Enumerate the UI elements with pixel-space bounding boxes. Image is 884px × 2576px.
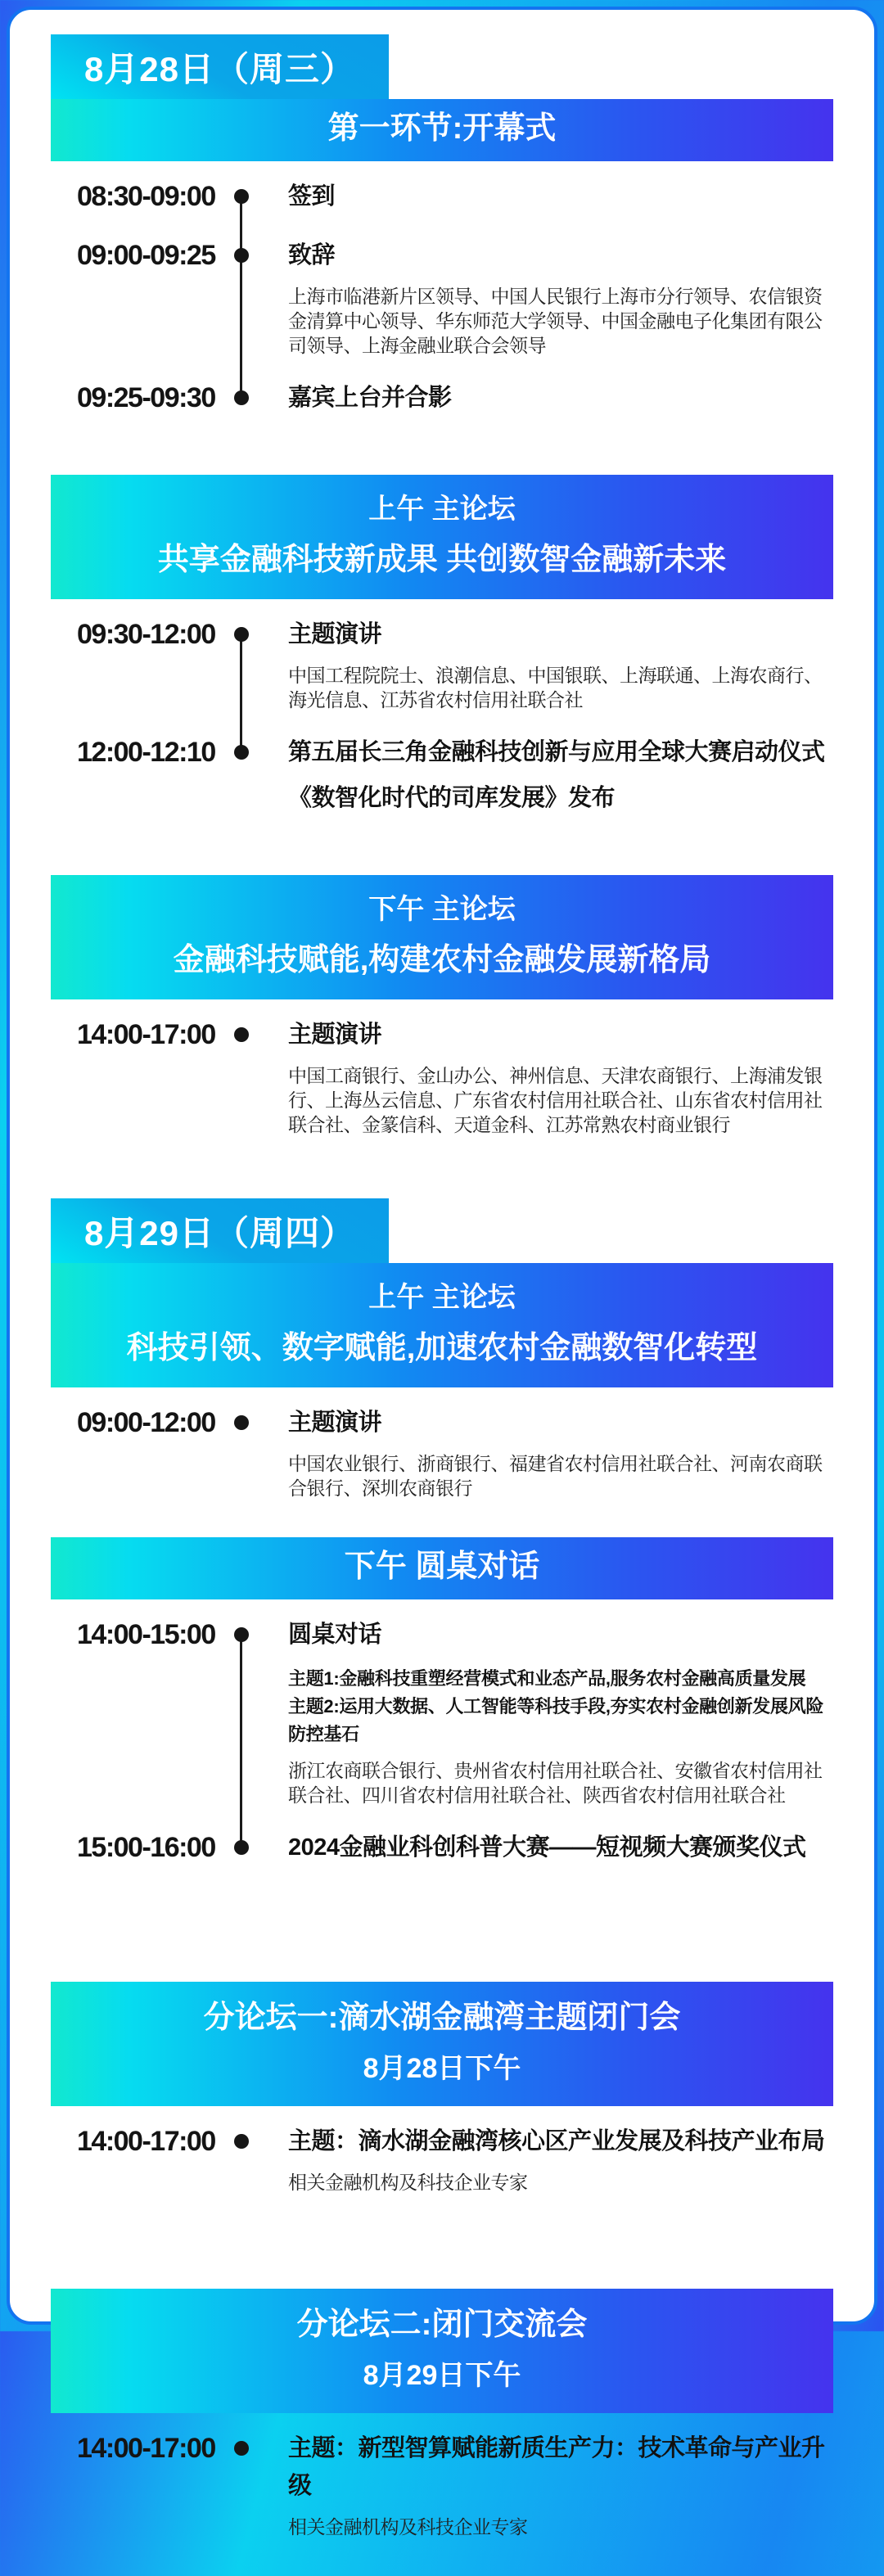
banner-line: 上午 主论坛 <box>368 1282 516 1313</box>
timeline-connector <box>240 1635 242 1847</box>
event-time: 14:00-17:00 <box>77 1019 215 1050</box>
timeline-item <box>51 616 833 712</box>
event-title: 致辞 <box>288 242 336 268</box>
section-banner <box>51 99 833 161</box>
event-time: 09:00-09:25 <box>77 240 215 271</box>
event-time: 09:30-12:00 <box>77 619 215 650</box>
timeline-item <box>51 1829 833 1866</box>
timeline-item <box>51 178 833 215</box>
event-participants: 中国工商银行、金山办公、神州信息、天津农商银行、上海浦发银行、上海丛云信息、广东省农村信用社联合社、山东省农村信用社联合社、金篆信科、天道金科、江苏常熟农村商业银行 <box>288 1065 823 1135</box>
event-topics <box>288 1665 833 1748</box>
section-banner <box>51 1537 833 1599</box>
event-title-line2: 《数智化时代的司库发展》发布 <box>288 785 616 811</box>
event-time: 09:00-12:00 <box>77 1407 215 1438</box>
event-time: 14:00-15:00 <box>77 1619 215 1650</box>
banner-line: 8月28日下午 <box>363 2053 521 2084</box>
event-participants: 浙江农商联合银行、贵州省农村信用社联合社、安徽省农村信用社联合社、四川省农村信用社联合社、陕西省农村信用社联合社 <box>288 1760 823 1806</box>
timeline-dot-icon <box>234 627 249 642</box>
timeline-dot-icon <box>234 1415 249 1430</box>
timeline-connector <box>240 196 242 398</box>
timeline-item <box>51 733 833 817</box>
timeline-section <box>51 599 833 875</box>
banner-line: 上午 主论坛 <box>368 494 516 525</box>
event-time: 08:30-09:00 <box>77 181 215 212</box>
timeline-dot-icon <box>234 1627 249 1642</box>
event-topic: 主题1:金融科技重塑经营模式和业态产品,服务农村金融高质量发展 <box>288 1668 806 1689</box>
timeline-item <box>51 1016 833 1137</box>
agenda-card <box>7 7 877 2538</box>
timeline-dot-icon <box>234 745 249 760</box>
event-time: 14:00-17:00 <box>77 2433 215 2464</box>
banner-line: 金融科技赋能,构建农村金融发展新格局 <box>173 943 711 977</box>
timeline-item <box>51 2429 833 2539</box>
event-title: 2024金融业科创科普大赛——短视频大赛颁奖仪式 <box>288 1834 806 1861</box>
event-time: 12:00-12:10 <box>77 737 215 768</box>
banner-line: 分论坛二:闭门交流会 <box>296 2308 588 2342</box>
timeline-section <box>51 2106 833 2231</box>
timeline-dot-icon <box>234 1027 249 1042</box>
event-participants: 相关金融机构及科技企业专家 <box>288 2172 528 2193</box>
section-banner <box>51 1263 833 1387</box>
banner-line: 分论坛一:滴水湖金融湾主题闭门会 <box>203 2001 681 2035</box>
timeline-dot-icon <box>234 2134 249 2149</box>
day-badge: 8月28日（周三） <box>51 34 389 99</box>
banner-line: 共享金融科技新成果 共创数智金融新未来 <box>157 543 727 577</box>
day-badge: 8月29日（周四） <box>51 1198 389 1263</box>
timeline-connector <box>240 634 242 752</box>
timeline-dot-icon <box>234 248 249 263</box>
event-title: 主题：新型智算赋能新质生产力：技术革命与产业升级 <box>288 2435 825 2499</box>
banner-line: 8月29日下午 <box>363 2360 521 2391</box>
event-title: 第五届长三角金融科技创新与应用全球大赛启动仪式 <box>288 739 825 765</box>
event-title: 主题演讲 <box>288 621 382 647</box>
event-title: 圆桌对话 <box>288 1622 382 1648</box>
timeline-item <box>51 1404 833 1500</box>
timeline-section <box>51 1387 833 1537</box>
event-time: 15:00-16:00 <box>77 1832 215 1863</box>
event-title: 主题演讲 <box>288 1410 382 1436</box>
event-time: 14:00-17:00 <box>77 2126 215 2157</box>
event-title: 主题演讲 <box>288 1022 382 1048</box>
banner-line: 科技引领、数字赋能,加速农村金融数智化转型 <box>126 1331 758 1365</box>
banner-line: 第一环节:开幕式 <box>327 111 557 146</box>
timeline-dot-icon <box>234 189 249 204</box>
timeline-item <box>51 237 833 358</box>
event-time: 09:25-09:30 <box>77 382 215 413</box>
section-banner <box>51 875 833 999</box>
event-title: 嘉宾上台并合影 <box>288 385 452 411</box>
timeline-section <box>51 161 833 475</box>
timeline-section <box>51 1599 833 1924</box>
banner-line: 下午 圆桌对话 <box>344 1550 540 1584</box>
section-banner <box>51 475 833 599</box>
timeline-section <box>51 2413 833 2576</box>
timeline-section <box>51 999 833 1174</box>
timeline-item <box>51 379 833 417</box>
section-banner <box>51 1982 833 2106</box>
event-participants: 中国工程院院士、浪潮信息、中国银联、上海联通、上海农商行、海光信息、江苏省农村信用社联合社 <box>288 665 823 711</box>
timeline-dot-icon <box>234 1840 249 1855</box>
timeline-dot-icon <box>234 390 249 405</box>
event-participants: 中国农业银行、浙商银行、福建省农村信用社联合社、河南农商联合银行、深圳农商银行 <box>288 1453 823 1499</box>
section-banner <box>51 2289 833 2413</box>
event-title: 主题：滴水湖金融湾核心区产业发展及科技产业布局 <box>288 2128 825 2154</box>
event-participants: 相关金融机构及科技企业专家 <box>288 2516 528 2538</box>
timeline-dot-icon <box>234 2441 249 2456</box>
event-title: 签到 <box>288 183 336 210</box>
event-topic: 主题2:运用大数据、人工智能等科技手段,夯实农村金融创新发展风险防控基石 <box>288 1696 824 1744</box>
timeline-item <box>51 1616 833 1807</box>
event-participants: 上海市临港新片区领导、中国人民银行上海市分行领导、农信银资金清算中心领导、华东师范大学领导、中国金融电子化集团有限公司领导、上海金融业联合会领导 <box>288 286 823 356</box>
timeline-item <box>51 2123 833 2195</box>
banner-line: 下午 主论坛 <box>368 894 516 925</box>
